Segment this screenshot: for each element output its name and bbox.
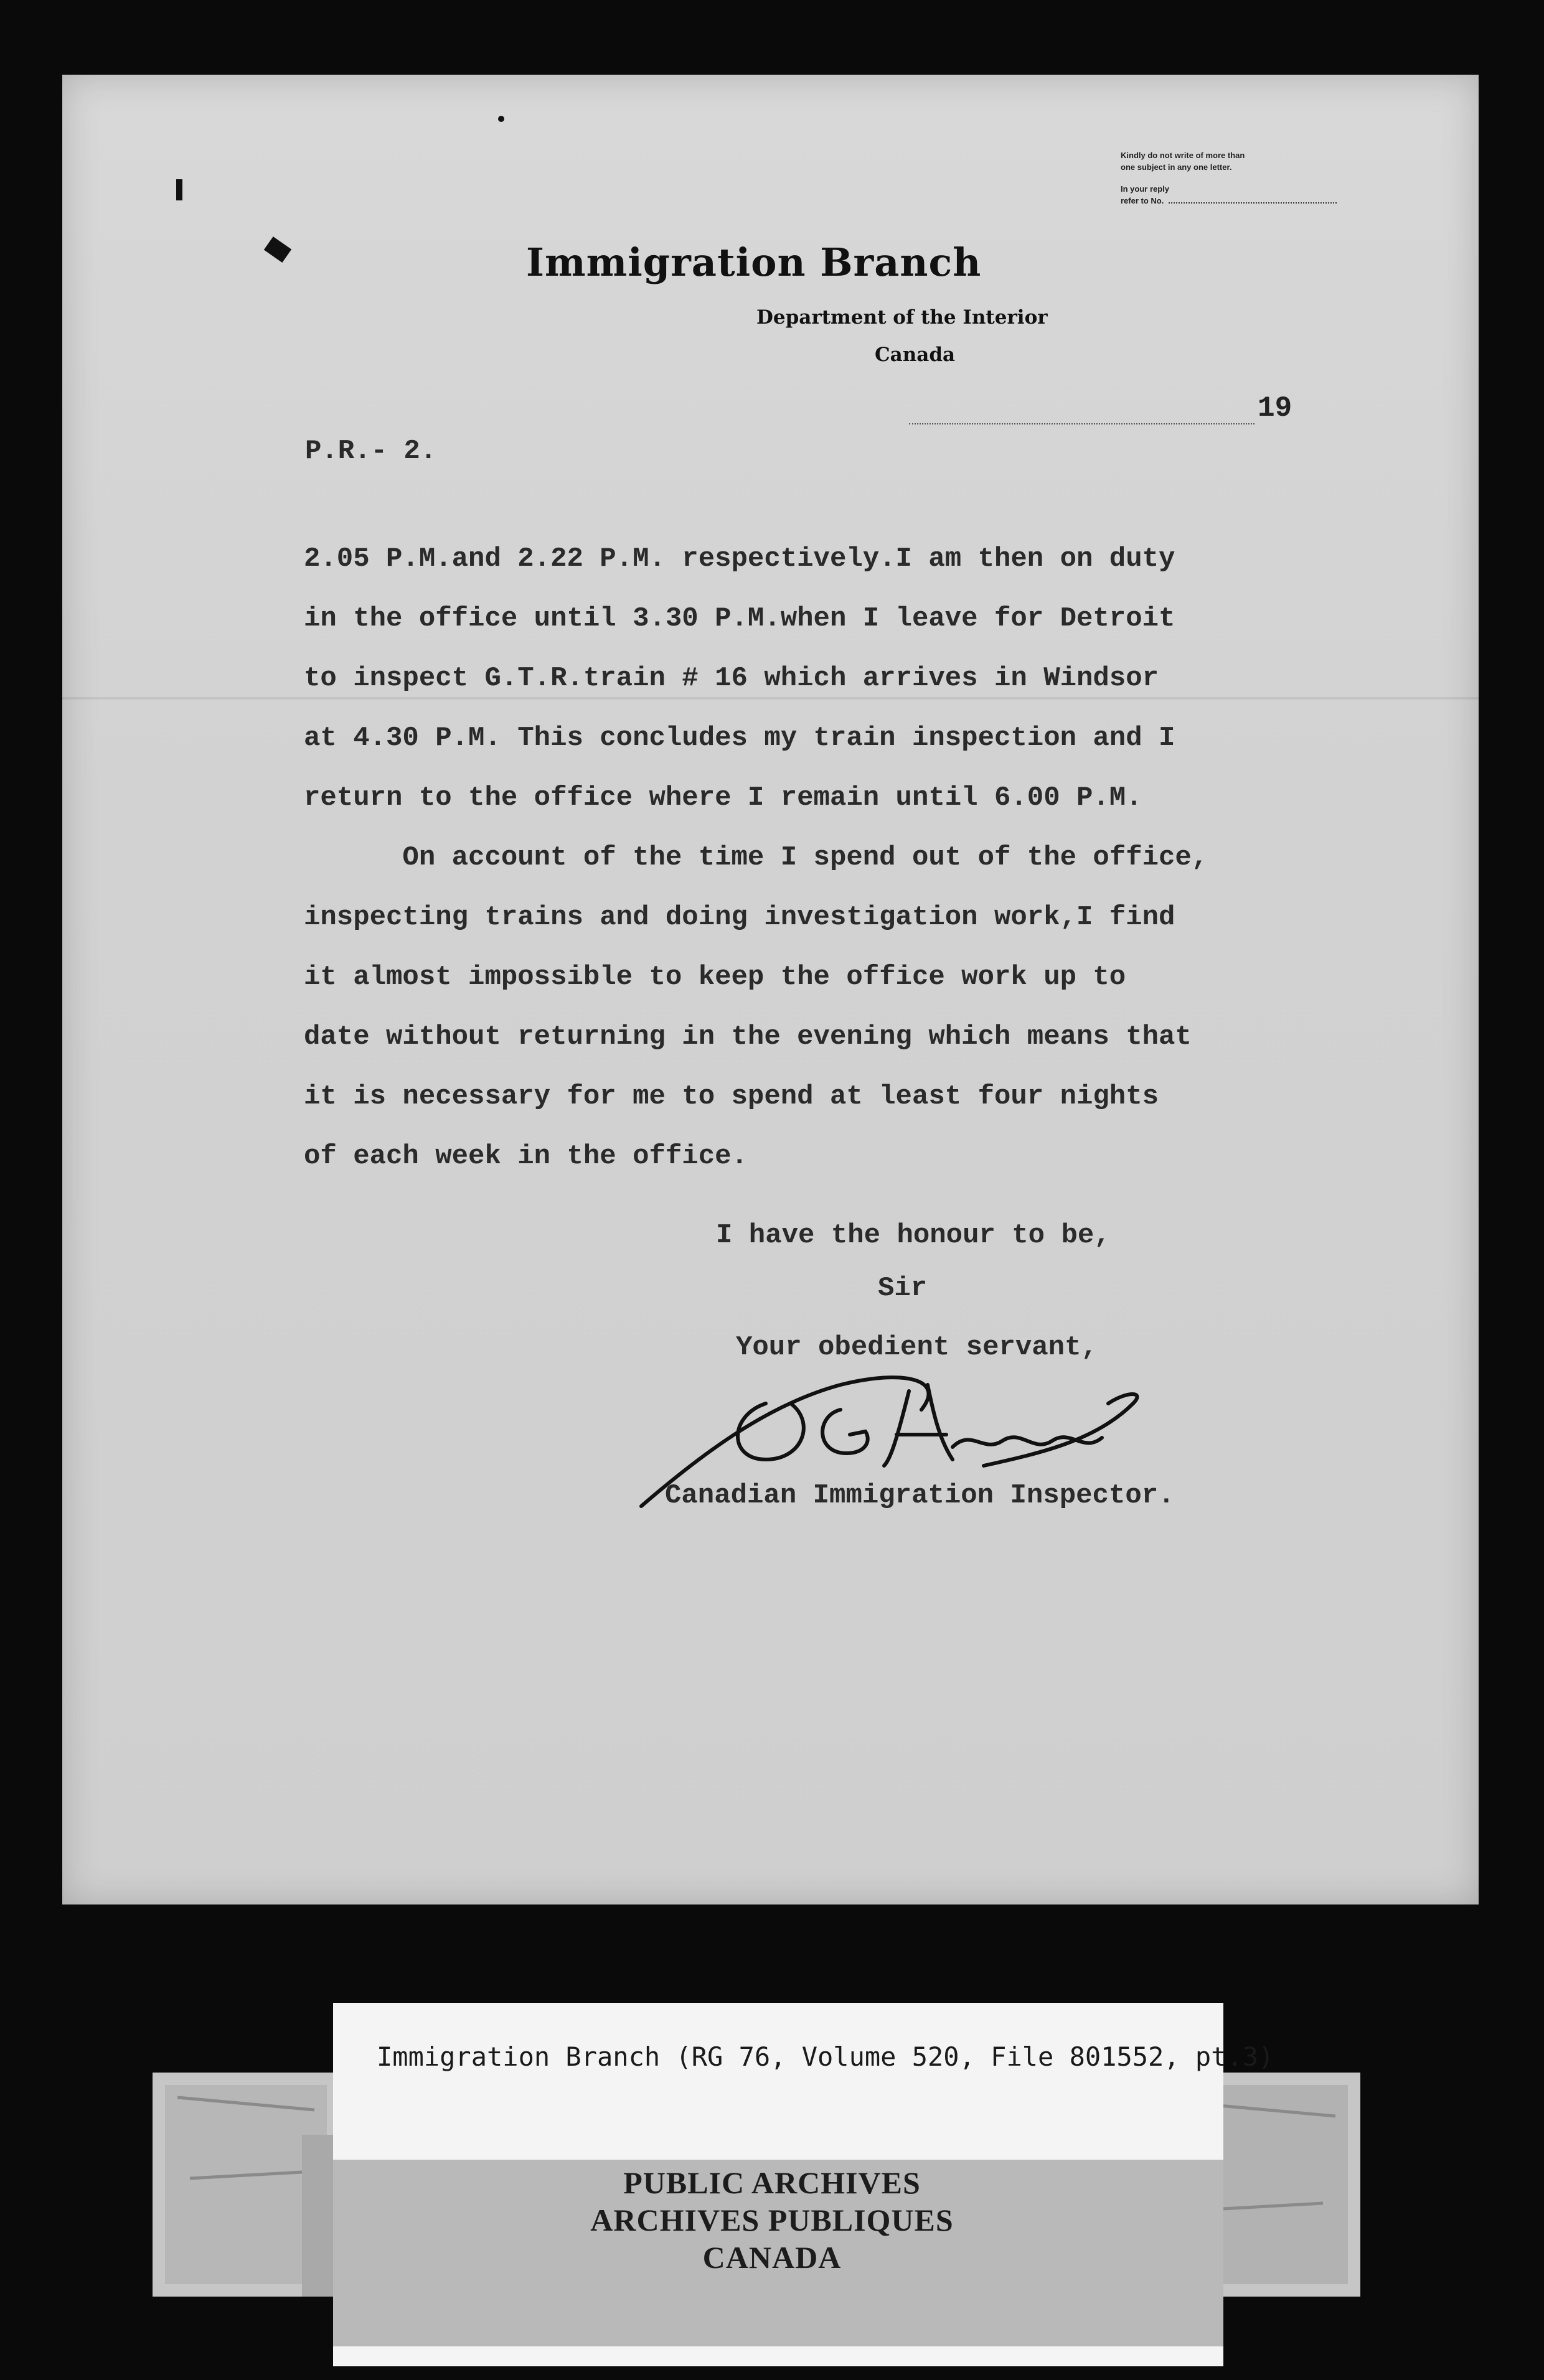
ink-speck [498, 116, 504, 122]
letter-body [304, 529, 1362, 1186]
body-line: it almost impossible to keep the office work up to [304, 962, 1126, 993]
archive-stamp-line: ARCHIVES PUBLIQUES [590, 2203, 954, 2237]
archive-citation: Immigration Branch (RG 76, Volume 520, File 801552, pt.3) [377, 2041, 1274, 2072]
body-line: return to the office where I remain until 6.00 P.M. [304, 782, 1142, 813]
body-line: to inspect G.T.R.train # 16 which arrives in Windsor [304, 663, 1159, 694]
archive-stamp-line: CANADA [702, 2240, 842, 2275]
letterhead-notice [1121, 149, 1388, 207]
letter-reference: P.R.- 2. [305, 436, 437, 467]
notice-line: In your reply [1121, 184, 1170, 194]
archive-stamp-line: PUBLIC ARCHIVES [623, 2165, 921, 2200]
body-line: in the office until 3.30 P.M.when I leave for Detroit [304, 603, 1175, 634]
body-line: date without returning in the evening which means that [304, 1021, 1192, 1052]
closing-salutation: Sir [878, 1273, 928, 1304]
closing-servant: Your obedient servant, [736, 1332, 1098, 1363]
date-line [909, 423, 1254, 424]
signer-title: Canadian Immigration Inspector. [665, 1480, 1175, 1511]
letterhead-country: Canada [875, 344, 956, 366]
body-line: it is necessary for me to spend at least four nights [304, 1081, 1159, 1112]
reply-number-field [1169, 202, 1337, 204]
body-line: of each week in the office. [304, 1141, 748, 1172]
ink-speck [176, 179, 182, 200]
body-line: On account of the time I spend out of the office, [304, 842, 1208, 873]
letterhead-department: Department of the Interior [756, 306, 1048, 329]
notice-line: refer to No. [1121, 196, 1164, 205]
year-prefix: 19 [1258, 392, 1292, 424]
notice-line: one subject in any one letter. [1121, 162, 1232, 172]
body-line: 2.05 P.M.and 2.22 P.M. respectively.I am then on duty [304, 543, 1175, 574]
notice-line: Kindly do not write of more than [1121, 151, 1245, 160]
closing-honour: I have the honour to be, [716, 1220, 1111, 1251]
body-line: inspecting trains and doing investigation work,I find [304, 902, 1175, 933]
body-line: at 4.30 P.M. This concludes my train inspection and I [304, 723, 1175, 754]
letterhead-title: Immigration Branch [526, 240, 982, 285]
